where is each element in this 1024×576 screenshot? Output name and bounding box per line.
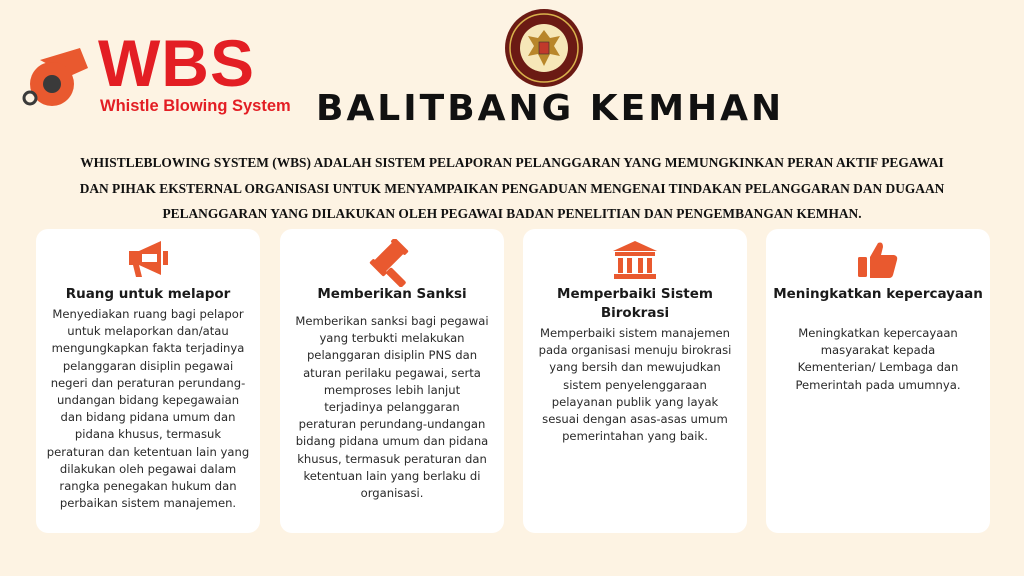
body-line: sesuai dengan asas-asas umum [542,412,728,427]
card-memperbaiki-sistem [523,229,747,533]
body-line: aturan perilaku pegawai, serta [303,365,481,380]
card-ruang-melapor [36,229,260,533]
thumbs-up-icon [856,239,900,281]
description-line: PELANGGARAN YANG DILAKUKAN OLEH PEGAWAI BADAN PENELITIAN DAN PENGEMBANGAN KEMHAN. [162,206,862,221]
body-line: Memberikan sanksi bagi pegawai [295,314,489,328]
body-line: Kementerian/ Lembaga dan [797,360,959,375]
body-line: Meningkatkan kepercayaan [798,326,958,340]
body-line: pemerintahan yang baik. [562,429,708,444]
body-line: yang terbukti melakukan [319,331,465,346]
body-line: pidana khusus, termasuk [74,427,222,442]
card-body [286,313,498,502]
body-line: terjadinya pelanggaran [324,400,460,415]
body-line: sistem penyelenggaraan [563,377,707,392]
body-line: Memperbaiki sistem manajemen [540,326,730,340]
megaphone-icon [125,239,171,279]
body-line: masyarakat kepada [820,343,936,358]
body-line: yang bersih dan mewujudkan [549,360,721,375]
body-line: peraturan perundang-undangan [298,417,486,432]
body-line: pelanggaran disiplin PNS dan [306,348,478,363]
card-meningkatkan-kepercayaan [766,229,990,533]
body-line: peraturan dan ketentuan lain yang [46,444,250,459]
body-line: memproses lebih lanjut [323,382,461,397]
title-line: Birokrasi [600,305,670,321]
body-line: perbaikan sistem manajemen. [59,496,237,511]
body-line: rangka penegakan hukum dan [59,479,237,494]
card-title [529,285,741,323]
card-title: Meningkatkan kepercayaan [773,286,983,302]
body-line: ketentuan lain yang berlaku di [303,468,481,483]
body-line: bidang pidana umum dan pidana [295,434,489,449]
card-body [529,325,741,445]
body-line: khusus, termasuk peraturan dan [297,451,487,466]
body-line: dan bidang pidana umum dan [60,410,236,425]
description-line: WHISTLEBLOWING SYSTEM (WBS) ADALAH SISTEM PELAPORAN PELANGGARAN YANG MEMUNGKINKAN PERAN AKTIF PEGAWAI [80,155,944,170]
body-line: Pemerintah pada umumnya. [795,377,961,392]
card-title: Ruang untuk melapor [65,286,231,302]
body-line: organisasi. [360,486,424,501]
card-title: Memberikan Sanksi [317,286,467,302]
page-title: BALITBANG KEMHAN [316,88,785,129]
wbs-logo-subtitle: Whistle Blowing System [100,97,291,115]
card-memberikan-sanksi [280,229,504,533]
body-line: untuk melaporkan dan/atau [67,324,229,339]
wbs-logo-text: WBS [98,26,255,100]
body-line: pelanggaran disiplin pegawai [62,358,234,373]
wbs-description [50,150,974,227]
institution-icon [611,239,659,281]
title-line: Memperbaiki Sistem [557,286,713,302]
body-line: Menyediakan ruang bagi pelapor [52,307,244,321]
gavel-icon [367,239,417,287]
description-line: DAN PIHAK EKSTERNAL ORGANISASI UNTUK MENYAMPAIKAN PENGADUAN MENGENAI TINDAKAN PELANGGARAN DAN DUGAAN [79,180,945,196]
body-line: pelayanan publik yang layak [551,394,719,409]
whistle-icon [18,46,98,114]
body-line: dilakukan oleh pegawai dalam [59,461,237,476]
body-line: pada organisasi menuju birokrasi [538,343,732,358]
ministry-emblem-icon [504,8,584,88]
body-line: undangan bidang kepegawaian [56,393,240,408]
body-line: mengungkapkan fakta terjadinya [51,341,245,356]
card-body [42,306,254,512]
body-line: negeri dan peraturan perundang- [50,375,246,390]
card-body [772,325,984,394]
